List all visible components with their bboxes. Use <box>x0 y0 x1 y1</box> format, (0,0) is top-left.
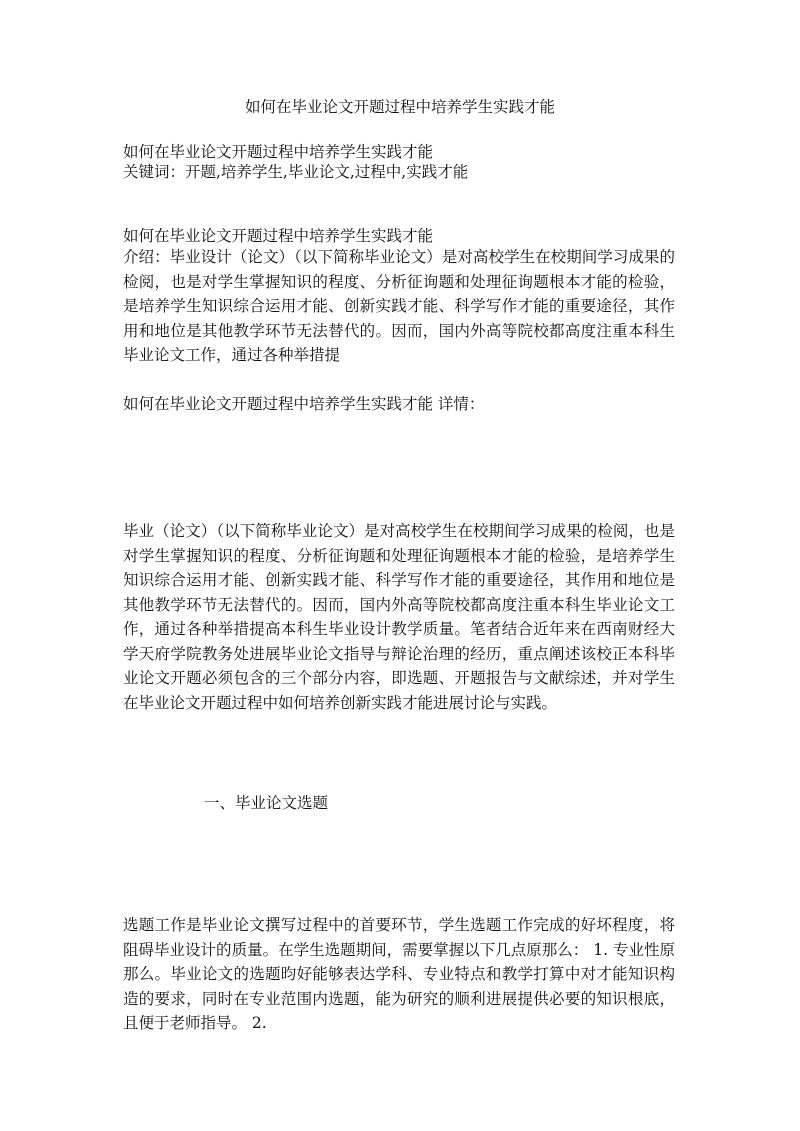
section-heading-topic-selection: 一、毕业论文选题 <box>204 794 329 812</box>
intro-paragraph: 介绍：毕业设计（论文）（以下简称毕业论文）是对高校学生在校期间学习成果的检阅，也是对学生掌握知识的程度、分析征询题和处理征询题根本才能的检验，是培养学生知识综合运用才能、创新实践才能、科学写作才能的重要途径，其作用和地位是其他教学环节无法替代的。因而，国内外高等院校都高度注重本科生毕业论文工作，通过各种举措提 <box>123 248 675 364</box>
body-paragraph-2: 选题工作是毕业论文撰写过程中的首要环节，学生选题工作完成的好坏程度，将阻碍毕业设计的质量。在学生选题期间，需要掌握以下几点原那么： 1. 专业性原那么。毕业论文的选题昀好能够表达学科、专业特点和教学打算中对才能知识构造的要求，同时在专业范围内选题，能为研究的顺利进展提供必要的知识根底，且便于老师指导。 2. <box>123 916 675 1032</box>
details-heading: 如何在毕业论文开题过程中培养学生实践才能 详情： <box>123 395 485 413</box>
keywords-line: 关键词：开题,培养学生,毕业论文,过程中,实践才能 <box>123 163 469 181</box>
body-paragraph-1: 毕业（论文）（以下简称毕业论文）是对高校学生在校期间学习成果的检阅，也是对学生掌握知识的程度、分析征询题和处理征询题根本才能的检验，是培养学生知识综合运用才能、创新实践才能、科学写作才能的重要途径，其作用和地位是其他教学环节无法替代的。因而，国内外高等院校都高度注重本科生毕业论文工作，通过各种举措提高本科生毕业设计教学质量。笔者结合近年来在西南财经大学天府学院教务处进展毕业论文指导与辩论治理的经历，重点阐述该校正本科毕业论文开题必须包含的三个部分内容，即选题、开题报告与文献综述，并对学生在毕业论文开题过程中如何培养创新实践才能进展讨论与实践。 <box>123 522 675 712</box>
document-subtitle: 如何在毕业论文开题过程中培养学生实践才能 <box>123 143 434 161</box>
document-title: 如何在毕业论文开题过程中培养学生实践才能 <box>244 98 555 116</box>
intro-heading: 如何在毕业论文开题过程中培养学生实践才能 <box>123 227 434 245</box>
